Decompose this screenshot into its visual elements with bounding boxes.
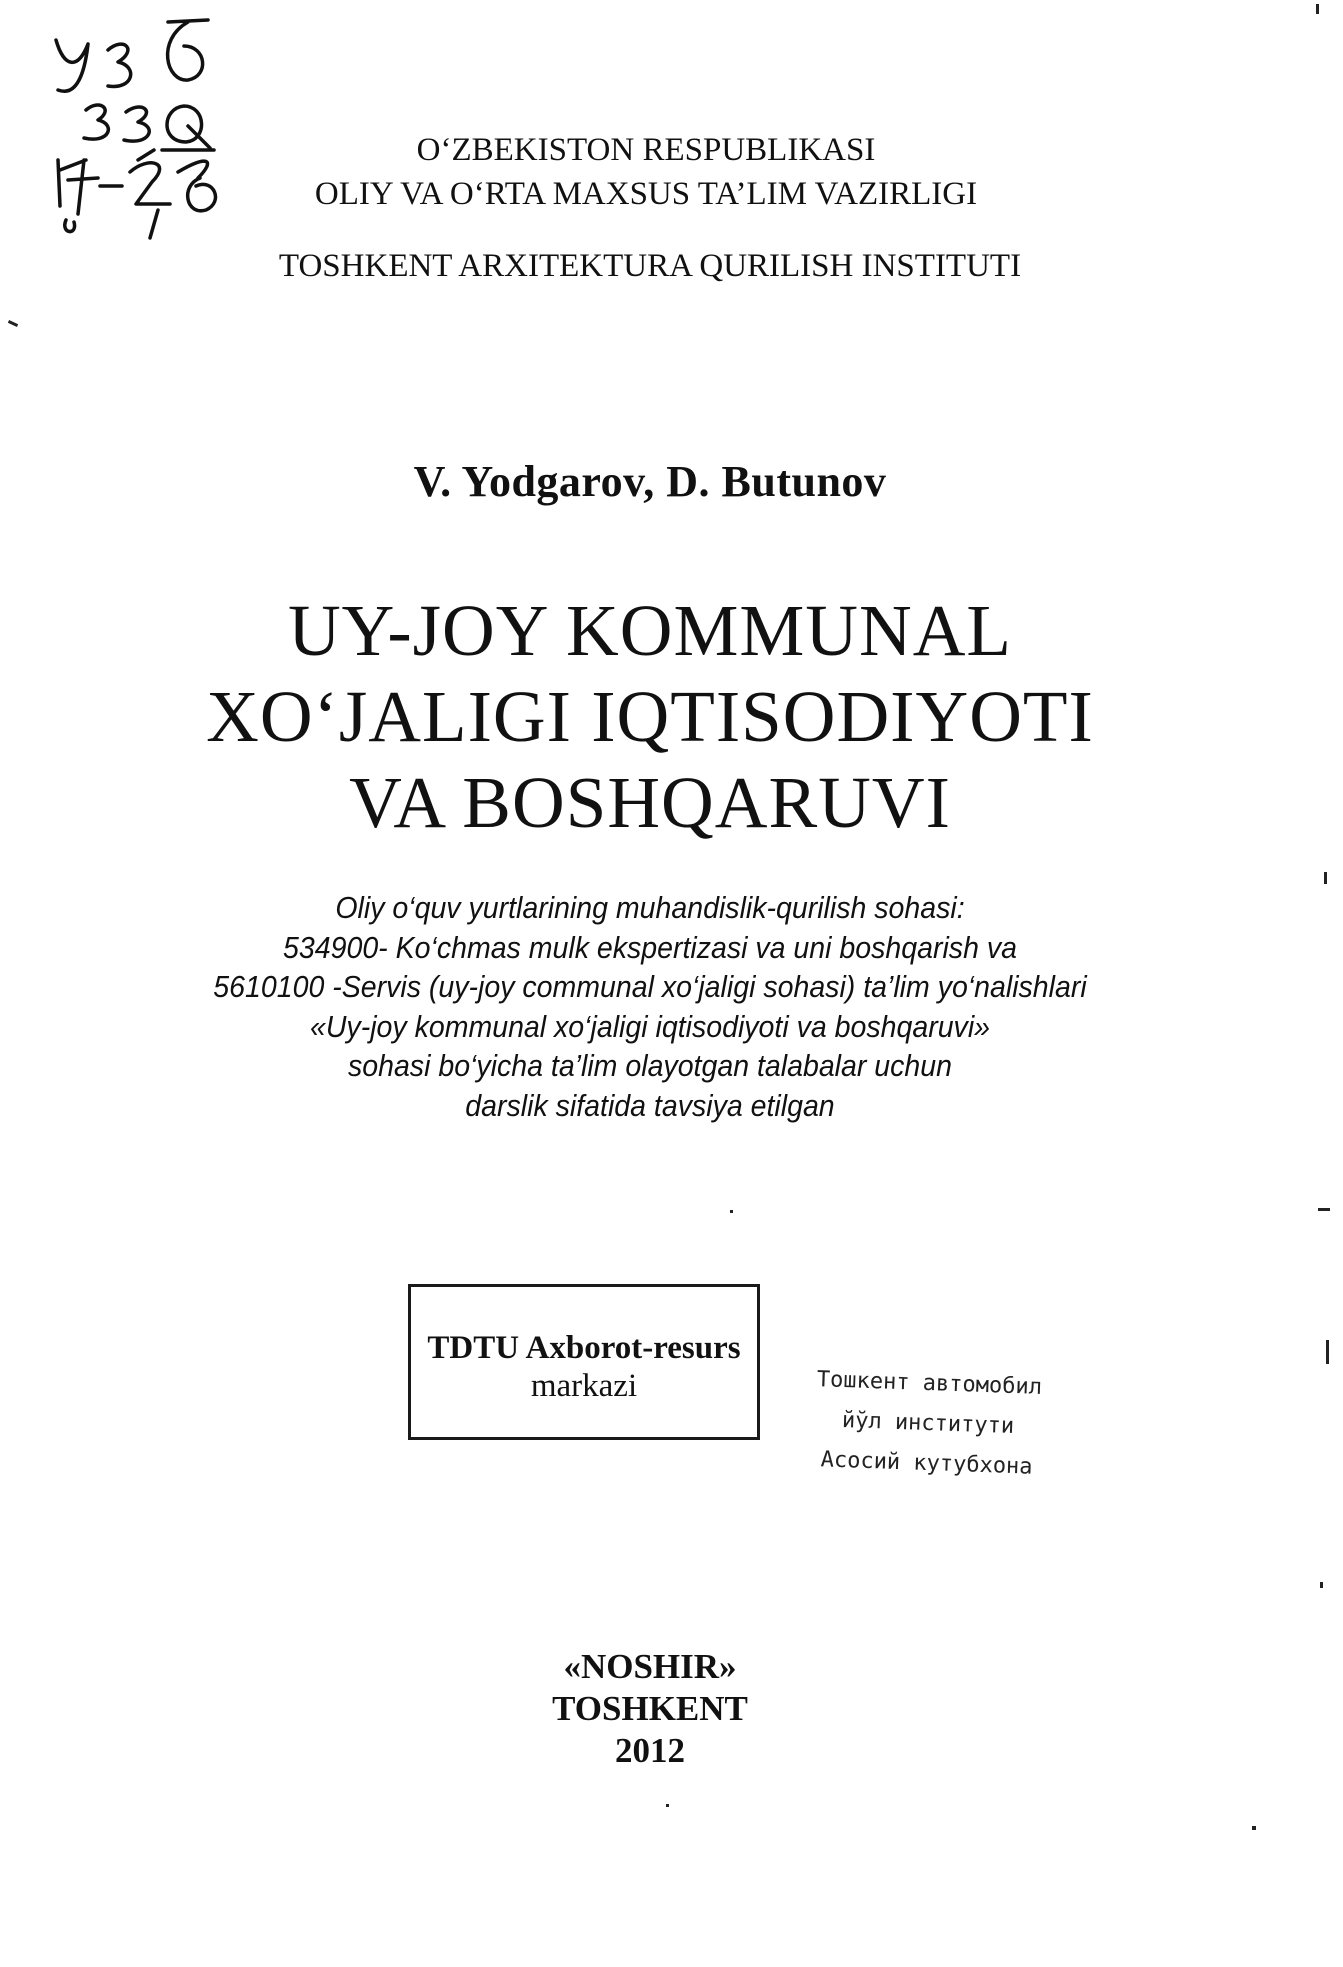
library-stamp-line-3: Асосий кутубхона — [820, 1447, 1033, 1480]
title-line-1: UY-JOY KOMMUNAL — [287, 590, 1013, 671]
scan-speck — [1320, 1582, 1323, 1588]
recommendation-line: «Uy-joy kommunal xo‘jaligi iqtisodiyoti va boshqaruvi» — [309, 1008, 991, 1044]
institute-name: TOSHKENT ARXITEKTURA QURILISH INSTITUTI — [278, 248, 1022, 284]
ministry-block — [246, 128, 1046, 216]
publisher-name: «NOSHIR» — [563, 1647, 737, 1686]
scan-speck — [666, 1804, 669, 1807]
scan-speck — [1326, 1340, 1329, 1364]
recommendation-line: sohasi bo‘yicha ta’lim olayotgan talabalar uchun — [347, 1048, 953, 1083]
library-box-stamp — [408, 1284, 760, 1440]
book-title — [0, 588, 1300, 846]
scan-speck — [1316, 4, 1319, 14]
ministry-line-2: OLIY VA O‘RTA MAXSUS TA’LIM VAZIRLIGI — [314, 176, 978, 212]
title-line-2: XO‘JALIGI IQTISODIYOTI — [206, 676, 1094, 757]
publication-year: 2012 — [615, 1731, 685, 1770]
publisher-block — [0, 1646, 1300, 1772]
title-line-3: VA BOSHQARUVI — [349, 762, 951, 843]
library-stamp-line-2: йўл институти — [841, 1408, 1015, 1439]
scan-speck — [1324, 872, 1327, 884]
handwritten-call-number — [38, 10, 238, 240]
library-ink-stamp — [776, 1359, 1080, 1489]
scan-speck — [1318, 1208, 1330, 1211]
library-box-line-1: TDTU Axborot-resurs — [427, 1330, 741, 1366]
ministry-line-1: O‘ZBEKISTON RESPUBLIKASI — [416, 132, 876, 168]
library-stamp-line-1: Тошкент автомобил — [816, 1367, 1043, 1400]
publisher-city: TOSHKENT — [552, 1689, 748, 1728]
scan-speck — [8, 320, 18, 327]
recommendation-line: 5610100 -Servis (uy-joy communal xo‘jaligi sohasi) ta’lim yo‘nalishlari — [213, 969, 1087, 1004]
authors: V. Yodgarov, D. Butunov — [413, 457, 887, 506]
recommendation-line: 534900- Ko‘chmas mulk ekspertizasi va uni boshqarish va — [283, 929, 1017, 965]
recommendation-line: Oliy o‘quv yurtlarining muhandislik-qurilish sohasi: — [335, 890, 965, 925]
scan-speck — [1252, 1826, 1256, 1830]
scan-speck — [730, 1210, 733, 1213]
library-box-line-2: markazi — [530, 1368, 638, 1404]
recommendation-line: darslik sifatida tavsiya etilgan — [465, 1087, 835, 1123]
recommendation-text — [107, 888, 1193, 1125]
